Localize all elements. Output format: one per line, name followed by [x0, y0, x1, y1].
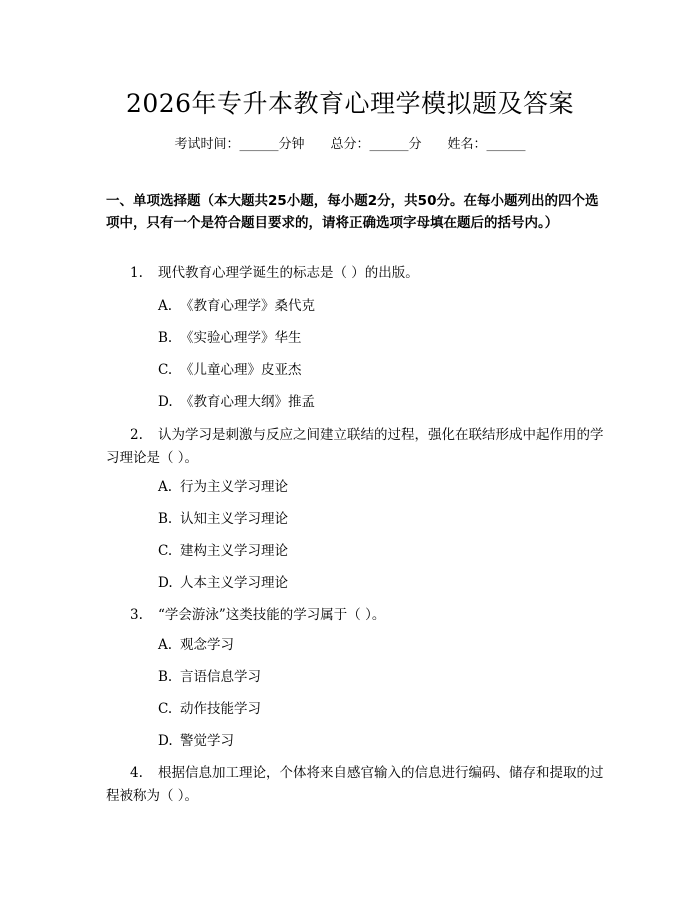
option-text: 警觉学习: [180, 733, 234, 749]
exam-info-line: [0, 133, 700, 152]
option-text: 观念学习: [180, 637, 234, 653]
question-2: [106, 424, 606, 470]
option-letter: B.: [158, 669, 173, 685]
name-field: 姓名：______: [447, 137, 526, 152]
option-text: 《实验心理学》华生: [180, 330, 302, 346]
section-heading: 一、单项选择题（本大题共25小题，每小题2分，共50分。在每小题列出的四个选项中，只有一个是符合题目要求的，请将正确选项字母填在题后的括号内。）: [106, 193, 599, 231]
option-text: 《教育心理大纲》推孟: [180, 394, 315, 410]
option-text: 言语信息学习: [180, 669, 261, 685]
option-3d: [158, 732, 234, 750]
option-letter: A.: [158, 298, 173, 314]
total-score-field: 总分：______分: [330, 137, 422, 152]
option-letter: D.: [158, 394, 173, 410]
option-3c: [158, 700, 261, 718]
question-1: [106, 262, 606, 285]
option-text: 行为主义学习理论: [180, 479, 288, 495]
option-text: 认知主义学习理论: [180, 511, 288, 527]
option-text: 《儿童心理》皮亚杰: [180, 362, 302, 378]
option-1b: [158, 329, 302, 347]
option-letter: C.: [158, 543, 173, 559]
question-number: 3.: [130, 607, 143, 623]
option-1a: [158, 297, 315, 315]
option-letter: A.: [158, 637, 173, 653]
option-letter: C.: [158, 701, 173, 717]
option-3a: [158, 636, 234, 654]
option-text: 《教育心理学》桑代克: [180, 298, 315, 314]
question-4: [106, 762, 606, 808]
option-letter: B.: [158, 511, 173, 527]
exam-time-field: 考试时间：______分钟: [174, 137, 305, 152]
option-letter: D.: [158, 575, 173, 591]
option-text: 建构主义学习理论: [180, 543, 288, 559]
question-text: “学会游泳”这类技能的学习属于（ ）。: [158, 607, 386, 623]
option-letter: B.: [158, 330, 173, 346]
question-number: 2.: [130, 427, 143, 443]
question-text: 现代教育心理学诞生的标志是（ ）的出版。: [158, 265, 419, 281]
option-1c: [158, 361, 302, 379]
question-text: 认为学习是刺激与反应之间建立联结的过程，强化在联结形成中起作用的学习理论是（ ）。: [106, 427, 604, 466]
option-1d: [158, 393, 315, 411]
option-2c: [158, 542, 288, 560]
option-2b: [158, 510, 288, 528]
option-text: 人本主义学习理论: [180, 575, 288, 591]
page-title: 2026年专升本教育心理学模拟题及答案: [125, 89, 575, 118]
option-letter: D.: [158, 733, 173, 749]
question-number: 4.: [130, 765, 143, 781]
option-3b: [158, 668, 261, 686]
option-letter: C.: [158, 362, 173, 378]
option-letter: A.: [158, 479, 173, 495]
question-number: 1.: [130, 265, 143, 281]
option-text: 动作技能学习: [180, 701, 261, 717]
question-3: [106, 604, 606, 627]
option-2d: [158, 574, 288, 592]
option-2a: [158, 478, 288, 496]
question-text: 根据信息加工理论，个体将来自感官输入的信息进行编码、储存和提取的过程被称为（ ）。: [106, 765, 604, 804]
